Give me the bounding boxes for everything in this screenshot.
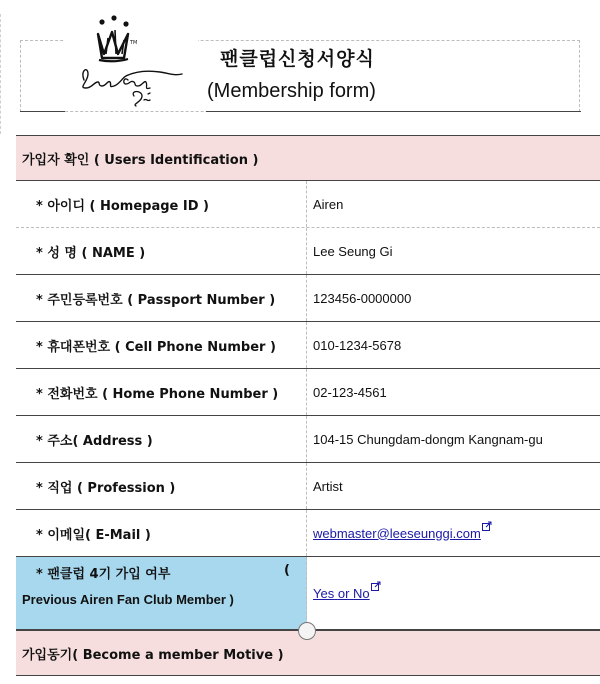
header-left-dashed-border [0, 14, 2, 134]
cell-phone-value: 010-1234-5678 [313, 337, 402, 353]
home-phone-value: 02-123-4561 [313, 384, 387, 400]
row-label: * 휴대폰번호 ( Cell Phone Number ) [16, 322, 307, 368]
selection-resize-handle[interactable] [298, 622, 316, 640]
address-value: 104-15 Chungdam-dongm Kangnam-gu [313, 431, 543, 447]
row-label: * 아이디 ( Homepage ID ) [16, 181, 307, 227]
form-row-previous-member [16, 557, 600, 630]
form-row-name [16, 228, 600, 275]
external-link-icon[interactable] [371, 581, 381, 591]
section-member-motive: 가입동기( Become a member Motive ) [16, 630, 600, 676]
email-link[interactable]: webmaster@leeseunggi.com [313, 525, 481, 541]
form-row-profession [16, 463, 600, 510]
form-row-passport [16, 275, 600, 322]
form-title-english: (Membership form) [207, 80, 376, 102]
previous-member-label-korean: * 팬클럽 4기 가입 여부 [36, 567, 171, 582]
row-label: * 주민등록번호 ( Passport Number ) [16, 275, 307, 321]
name-value: Lee Seung Gi [313, 243, 393, 259]
svg-text:TM: TM [130, 40, 138, 46]
title-underline [206, 111, 581, 112]
previous-member-value-cell [307, 557, 600, 629]
yes-or-no-link[interactable] [313, 586, 370, 601]
form-row-cell-phone [16, 322, 600, 369]
form-title-korean: 팬클럽신청서양식 [220, 48, 375, 70]
profession-value: Artist [313, 478, 343, 494]
form-row-email [16, 510, 600, 557]
form-row-homepage-id [16, 181, 600, 228]
row-label: * 직업 ( Profession ) [16, 463, 307, 509]
crown-signature-logo-icon [64, 10, 198, 110]
lee-seung-gi-logo [64, 10, 198, 110]
form-row-address [16, 416, 600, 463]
homepage-id-value: Airen [313, 196, 344, 212]
previous-member-label-selected [16, 557, 307, 629]
form-row-home-phone [16, 369, 600, 416]
passport-value: 123456-0000000 [313, 290, 412, 306]
external-link-icon[interactable] [482, 521, 492, 531]
row-label: * 성 명 ( NAME ) [16, 228, 307, 274]
previous-member-label-english: Previous Airen Fan Club Member ) [22, 592, 234, 607]
membership-form-table [16, 135, 600, 676]
row-label: * 이메일( E-Mail ) [16, 510, 307, 556]
email-cell [307, 510, 600, 556]
previous-member-label-paren: ( [284, 563, 290, 578]
no-text: No [353, 585, 370, 601]
row-label: * 주소( Address ) [16, 416, 307, 462]
yes-text: Yes [313, 585, 335, 601]
header-underline-left [20, 111, 65, 112]
row-label: * 전화번호 ( Home Phone Number ) [16, 369, 307, 415]
or-text: or [337, 585, 350, 601]
section-users-identification: 가입자 확인 ( Users Identification ) [16, 135, 600, 181]
